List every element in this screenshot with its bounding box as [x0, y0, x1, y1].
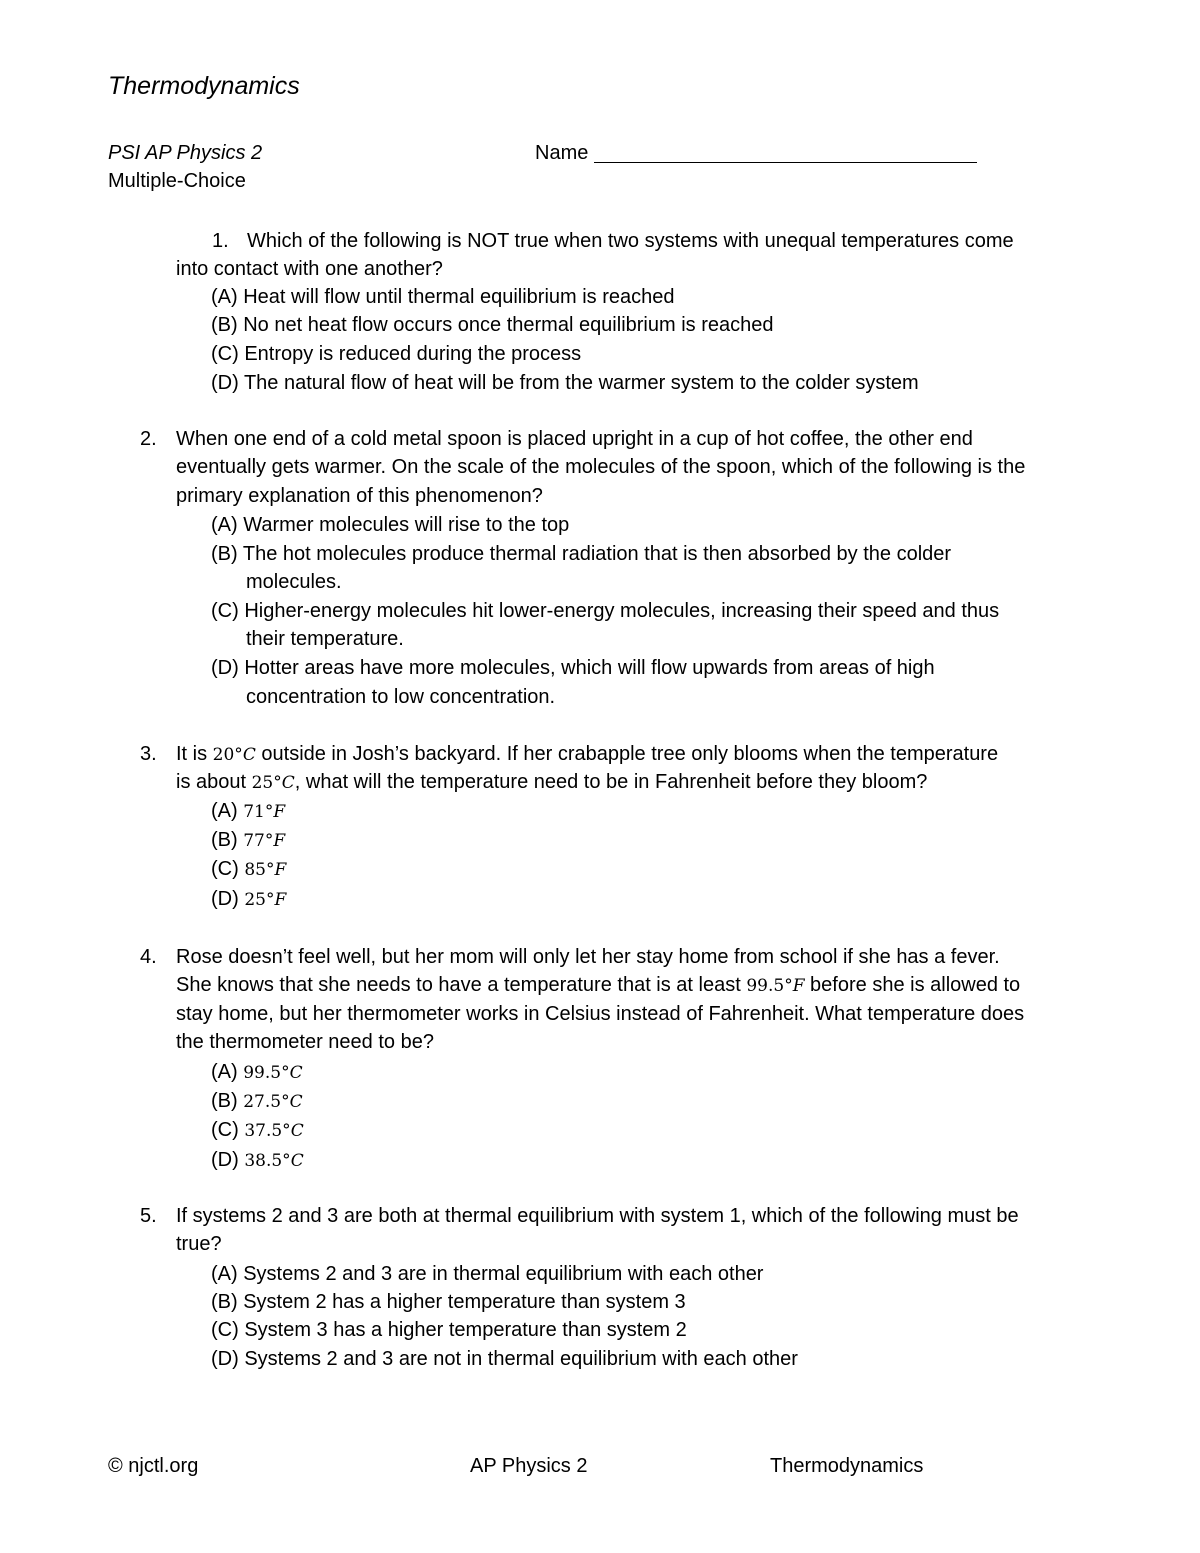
question-text: into contact with one another?: [176, 258, 443, 280]
text-segment: She knows that she needs to have a temperature that is at least: [176, 974, 747, 996]
course-name: PSI AP Physics 2: [108, 142, 263, 164]
answer-option-a: (A) 99.5°C: [211, 1061, 303, 1083]
question-text: When one end of a cold metal spoon is placed upright in a cup of hot coffee, the other end: [176, 428, 973, 450]
answer-option-d: (D) Hotter areas have more molecules, which will flow upwards from areas of high: [211, 657, 935, 679]
question-number: 3.: [140, 743, 157, 765]
answer-option-b: (B) 77°F: [211, 829, 286, 851]
question-text: [176, 768, 927, 797]
answer-option-a: (A) Systems 2 and 3 are in thermal equilibrium with each other: [211, 1263, 764, 1285]
temperature-value: 25°C: [251, 773, 295, 793]
answer-option-b: (B) No net heat flow occurs once thermal equilibrium is reached: [211, 314, 774, 336]
answer-option-c: (C) Higher-energy molecules hit lower-energy molecules, increasing their speed and thus: [211, 600, 1000, 622]
footer-course: AP Physics 2: [470, 1455, 588, 1477]
question-text: If systems 2 and 3 are both at thermal equilibrium with system 1, which of the following must be: [176, 1205, 1019, 1227]
text-segment: before she is allowed to: [804, 974, 1021, 996]
page-title: Thermodynamics: [108, 72, 300, 100]
question-text: stay home, but her thermometer works in Celsius instead of Fahrenheit. What temperature does: [176, 1003, 1025, 1025]
answer-option-b: (B) System 2 has a higher temperature than system 3: [211, 1291, 686, 1313]
question-text: the thermometer need to be?: [176, 1031, 434, 1053]
question-number: 1.: [212, 230, 229, 252]
answer-option-a: (A) Heat will flow until thermal equilibrium is reached: [211, 286, 675, 308]
text-segment: , what will the temperature need to be in Fahrenheit before they bloom?: [294, 771, 928, 793]
answer-option-b: (B) 27.5°C: [211, 1090, 303, 1112]
answer-option-d-cont: concentration to low concentration.: [246, 686, 556, 708]
temperature-value: 20°C: [212, 745, 256, 765]
question-text: true?: [176, 1233, 222, 1255]
question-text: [176, 740, 998, 769]
question-text: primary explanation of this phenomenon?: [176, 485, 543, 507]
name-blank-line: [594, 162, 977, 163]
answer-option-c: (C) 37.5°C: [211, 1119, 304, 1141]
answer-option-b: (B) The hot molecules produce thermal radiation that is then absorbed by the colder: [211, 543, 952, 565]
answer-option-a: (A) 71°F: [211, 800, 286, 822]
section-subtitle: Multiple-Choice: [108, 170, 246, 192]
answer-option-c: (C) Entropy is reduced during the process: [211, 343, 582, 365]
question-number: 5.: [140, 1205, 157, 1227]
answer-option-a: (A) Warmer molecules will rise to the top: [211, 514, 570, 536]
name-label: Name: [535, 142, 589, 164]
question-number: 4.: [140, 946, 157, 968]
question-number: 2.: [140, 428, 157, 450]
text-segment: outside in Josh’s backyard. If her crabapple tree only blooms when the temperature: [255, 743, 999, 765]
answer-option-d: (D) 38.5°C: [211, 1149, 304, 1171]
answer-option-d: (D) 25°F: [211, 888, 287, 910]
answer-option-c: (C) System 3 has a higher temperature than system 2: [211, 1319, 687, 1341]
answer-option-d: (D) Systems 2 and 3 are not in thermal equilibrium with each other: [211, 1348, 798, 1370]
answer-option-c: (C) 85°F: [211, 858, 287, 880]
question-text: eventually gets warmer. On the scale of the molecules of the spoon, which of the following is the: [176, 456, 1026, 478]
question-text: Rose doesn’t feel well, but her mom will only let her stay home from school if she has a fever.: [176, 946, 1000, 968]
footer-copyright: © njctl.org: [108, 1455, 199, 1477]
footer-topic: Thermodynamics: [770, 1455, 924, 1477]
answer-option-c-cont: their temperature.: [246, 628, 404, 650]
text-segment: is about: [176, 771, 252, 793]
question-text: Which of the following is NOT true when two systems with unequal temperatures come: [247, 230, 1014, 252]
temperature-value: 99.5°F: [746, 976, 805, 996]
text-segment: It is: [176, 743, 213, 765]
question-text: [176, 971, 1020, 1000]
answer-option-b-cont: molecules.: [246, 571, 342, 593]
answer-option-d: (D) The natural flow of heat will be from the warmer system to the colder system: [211, 372, 919, 394]
